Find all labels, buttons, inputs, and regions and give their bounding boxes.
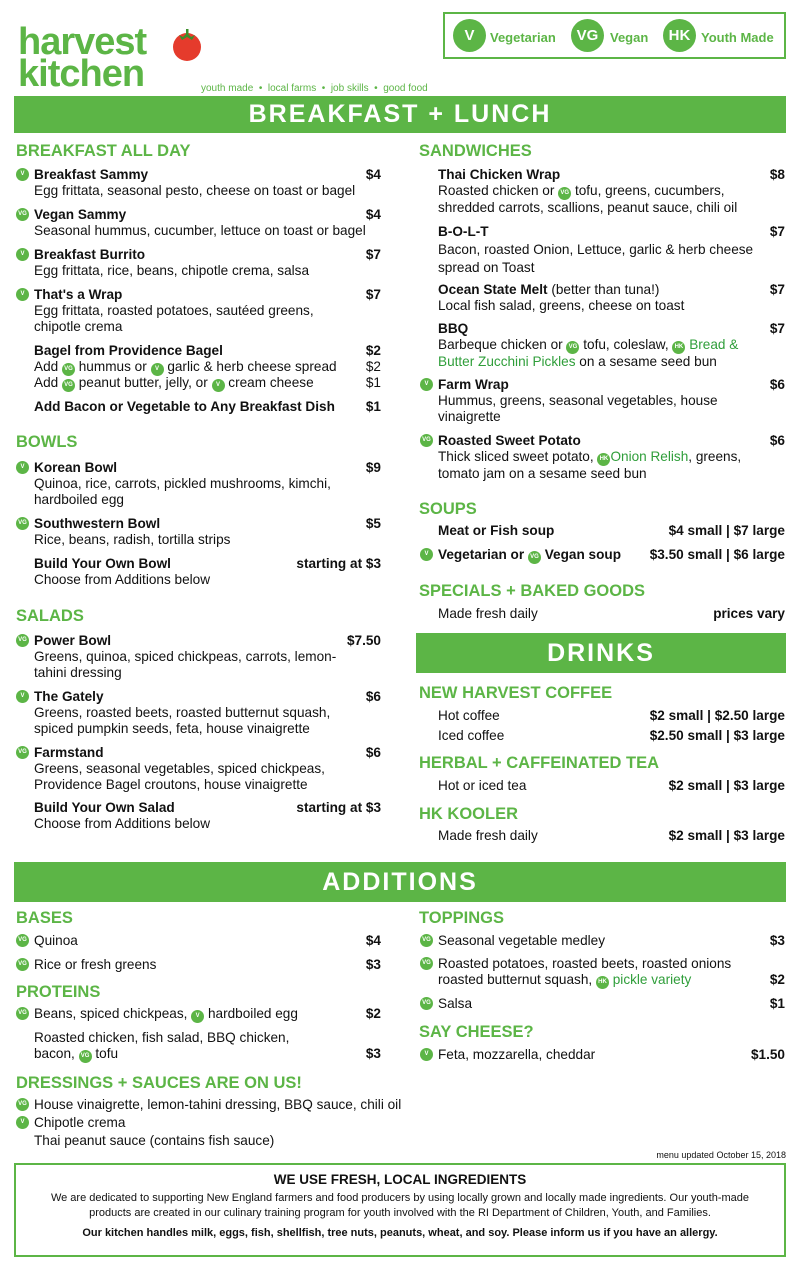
menu-item — [420, 606, 785, 622]
item-name: Iced coffee — [438, 728, 505, 743]
item-price: $3.50 small | $6 large — [649, 547, 785, 562]
item-name: Salsa — [438, 996, 473, 1011]
toppings-heading: TOPPINGS — [419, 909, 504, 927]
item-name: Made fresh daily — [438, 828, 538, 843]
drinks-bar: DRINKS — [416, 633, 786, 673]
item-price: $2 small | $2.50 large — [649, 708, 785, 723]
list-item — [16, 1115, 436, 1131]
item-name: roasted butternut squash, — [438, 972, 593, 987]
proteins-heading: PROTEINS — [16, 983, 101, 1001]
item-desc: Choose from Additions below — [34, 816, 211, 831]
legend-vegan: Vegan — [610, 30, 649, 45]
item-price: $6 — [769, 433, 785, 448]
menu-item — [420, 433, 785, 482]
kooler-heading: HK KOOLER — [419, 805, 518, 823]
item-name: BBQ — [438, 321, 469, 336]
vegetarian-icon: V — [212, 379, 225, 392]
item-note: (better than tuna!) — [547, 282, 660, 297]
item-desc: Quinoa, rice, carrots, pickled mushrooms, kimchi, — [34, 476, 331, 491]
menu-item — [420, 828, 785, 844]
item-desc: Egg frittata, seasonal pesto, cheese on toast or bagel — [34, 183, 356, 198]
vegetarian-icon: V — [151, 363, 164, 376]
menu-item — [16, 689, 381, 737]
vegetarian-icon: V — [420, 1048, 433, 1061]
coffee-heading: NEW HARVEST COFFEE — [419, 684, 613, 702]
item-name: House vinaigrette, lemon-tahini dressing, BBQ sauce, chili oil — [34, 1097, 402, 1112]
youth-made-icon: HK — [597, 453, 610, 466]
item-desc: spread on Toast — [438, 260, 535, 275]
item-price: $4 — [365, 933, 381, 948]
item-desc: Made fresh daily — [438, 606, 538, 621]
vegetarian-icon: V — [16, 1116, 29, 1129]
vegan-icon: VG — [62, 379, 75, 392]
item-desc: Bacon, roasted Onion, Lettuce, garlic & herb cheese — [438, 242, 754, 257]
item-price: $7 — [769, 224, 785, 239]
vegetarian-icon: V — [16, 690, 29, 703]
legend-youth-made: Youth Made — [701, 30, 774, 45]
list-item — [16, 1097, 436, 1113]
vegan-icon: VG — [566, 341, 579, 354]
item-desc: Onion Relish — [610, 449, 689, 464]
item-name: pickle variety — [612, 972, 692, 987]
vegetarian-icon: V — [16, 168, 29, 181]
item-price: $2.50 small | $3 large — [649, 728, 785, 743]
vegan-icon: VG — [16, 208, 29, 221]
item-name: B-O-L-T — [438, 224, 489, 239]
vegan-icon: VG — [16, 1007, 29, 1020]
menu-item — [16, 516, 381, 548]
item-price: $7 — [365, 287, 381, 302]
item-desc: Rice, beans, radish, tortilla strips — [34, 532, 231, 547]
menu-item — [16, 633, 381, 681]
item-price: $3 — [365, 957, 381, 972]
menu-item — [420, 778, 785, 794]
item-desc: Seasonal hummus, cucumber, lettuce on toast or bagel — [34, 223, 366, 238]
item-name: Southwestern Bowl — [34, 516, 161, 531]
menu-item — [420, 708, 785, 724]
item-name: Build Your Own Bowl — [34, 556, 171, 571]
item-desc: vinaigrette — [438, 409, 501, 424]
vegetarian-icon: V — [16, 461, 29, 474]
vegan-icon: VG — [420, 957, 433, 970]
vegan-icon: VG — [16, 746, 29, 759]
menu-item — [420, 547, 785, 564]
item-price: $4 small | $7 large — [668, 523, 785, 538]
item-price: $6 — [365, 689, 381, 704]
item-name: Feta, mozzarella, cheddar — [438, 1047, 596, 1062]
addon-text: hummus or — [78, 359, 147, 374]
item-name: Thai peanut sauce (contains fish sauce) — [34, 1133, 275, 1148]
vegan-icon: VG — [558, 187, 571, 200]
vegetarian-icon: V — [420, 548, 433, 561]
item-desc: tomato jam on a sesame seed bun — [438, 466, 647, 481]
item-price: $7 — [769, 321, 785, 336]
vegan-icon: VG — [79, 1050, 92, 1063]
item-desc: tahini dressing — [34, 665, 122, 680]
item-name: That's a Wrap — [34, 287, 123, 302]
item-price: prices vary — [713, 606, 785, 621]
soups-heading: SOUPS — [419, 500, 477, 518]
item-price: $2 small | $3 large — [668, 778, 785, 793]
menu-item — [420, 321, 785, 370]
item-price: $7.50 — [346, 633, 381, 648]
vegetarian-icon: V — [191, 1010, 204, 1023]
item-name: Beans, spiced chickpeas, — [34, 1006, 188, 1021]
item-name: Breakfast Sammy — [34, 167, 149, 182]
item-price: $2 — [365, 343, 381, 358]
legend-vegetarian: Vegetarian — [490, 30, 556, 45]
item-price: $1 — [365, 375, 381, 390]
item-name: Build Your Own Salad — [34, 800, 175, 815]
item-desc: Choose from Additions below — [34, 572, 211, 587]
item-price: $9 — [365, 460, 381, 475]
menu-item — [420, 523, 785, 539]
vegetarian-badge-icon: V — [453, 19, 486, 52]
menu-item — [16, 167, 381, 199]
vegan-icon: VG — [420, 934, 433, 947]
item-price: $4 — [365, 207, 381, 222]
item-desc: Roasted chicken or — [438, 183, 555, 198]
menu-item — [16, 247, 381, 279]
item-price: $3 — [769, 933, 785, 948]
menu-item — [420, 933, 785, 949]
item-price: $6 — [769, 377, 785, 392]
item-desc: on a sesame seed bun — [575, 354, 717, 369]
item-price: $7 — [769, 282, 785, 297]
menu-item — [16, 287, 381, 335]
item-name: Power Bowl — [34, 633, 112, 648]
youth-made-icon: HK — [596, 976, 609, 989]
item-price: $6 — [365, 745, 381, 760]
additions-bar: ADDITIONS — [14, 862, 786, 902]
item-price: $1 — [365, 399, 381, 414]
youth-made-icon: HK — [672, 341, 685, 354]
menu-item — [420, 282, 785, 314]
item-price: $2 — [769, 972, 785, 987]
list-item — [16, 1133, 436, 1149]
item-name: Farmstand — [34, 745, 104, 760]
item-desc: Thick sliced sweet potato, — [438, 449, 594, 464]
vegetarian-icon: V — [420, 378, 433, 391]
vegan-icon: VG — [528, 551, 541, 564]
legend — [443, 12, 786, 59]
allergy-notice: Our kitchen handles milk, eggs, fish, shellfish, tree nuts, peanuts, wheat, and soy. Please inform us if you have an allergy. — [82, 1227, 718, 1239]
footer-paragraph-1: We are dedicated to supporting New England farmers and food producers by using locally grown and locally made ingredients. Our youth-made — [50, 1192, 750, 1204]
menu-item — [16, 343, 381, 359]
vegan-icon: VG — [16, 1098, 29, 1111]
menu-item — [16, 933, 381, 949]
item-price: $2 small | $3 large — [668, 828, 785, 843]
item-name: Vegan Sammy — [34, 207, 127, 222]
vegan-icon: VG — [16, 958, 29, 971]
bowls-heading: BOWLS — [16, 433, 78, 451]
item-name: tofu — [95, 1046, 119, 1061]
addon-text: peanut butter, jelly, or — [78, 375, 208, 390]
item-name: Thai Chicken Wrap — [438, 167, 561, 182]
addon-text: Add — [34, 359, 59, 374]
addon-text: garlic & herb cheese spread — [167, 359, 337, 374]
vegan-icon: VG — [420, 997, 433, 1010]
item-name: Hot or iced tea — [438, 778, 527, 793]
item-price: $2 — [365, 1006, 381, 1021]
vegan-icon: VG — [16, 934, 29, 947]
item-name: Rice or fresh greens — [34, 957, 157, 972]
item-desc: spiced pumpkin seeds, feta, house vinaigrette — [34, 721, 310, 736]
footer-title: WE USE FRESH, LOCAL INGREDIENTS — [273, 1172, 527, 1187]
item-desc: Providence Bagel croutons, house vinaigrette — [34, 777, 308, 792]
item-desc: shredded carrots, scallions, peanut sauce, chili oil — [438, 200, 738, 215]
addon-text: Add — [34, 375, 59, 390]
vegetarian-icon: V — [16, 248, 29, 261]
tea-heading: HERBAL + CAFFEINATED TEA — [419, 754, 660, 772]
salads-heading: SALADS — [16, 607, 84, 625]
logo-kitchen: kitchen — [18, 53, 145, 95]
logo-harvest: harvest — [18, 21, 147, 63]
item-desc: tofu, coleslaw, — [583, 337, 669, 352]
vegetarian-icon: V — [16, 288, 29, 301]
menu-item — [420, 728, 785, 744]
bases-heading: BASES — [16, 909, 73, 927]
menu-item — [420, 996, 785, 1012]
item-name: Ocean State Melt — [438, 282, 548, 297]
item-price: $2 — [365, 359, 381, 374]
menu-item — [16, 957, 381, 973]
item-desc: Hummus, greens, seasonal vegetables, house — [438, 393, 718, 408]
item-name: Breakfast Burrito — [34, 247, 146, 262]
item-desc: Egg frittata, roasted potatoes, sautéed greens, — [34, 303, 314, 318]
item-price: $4 — [365, 167, 381, 182]
addon-text: cream cheese — [228, 375, 314, 390]
item-desc: tofu, greens, cucumbers, — [574, 183, 725, 198]
item-desc: Butter Zucchini Pickles — [438, 354, 576, 369]
vegan-icon: VG — [420, 434, 433, 447]
item-price: $7 — [365, 247, 381, 262]
item-name: Chipotle crema — [34, 1115, 126, 1130]
vegan-icon: VG — [16, 517, 29, 530]
vegan-icon: VG — [62, 363, 75, 376]
tomato-icon — [170, 28, 204, 62]
dressings-heading: DRESSINGS + SAUCES ARE ON US! — [16, 1074, 302, 1092]
item-price: $3 — [365, 1046, 381, 1061]
item-price: $1.50 — [750, 1047, 785, 1062]
item-price: starting at $3 — [296, 800, 381, 815]
item-desc: hardboiled egg — [34, 492, 124, 507]
sandwiches-heading: SANDWICHES — [419, 142, 532, 160]
menu-item — [16, 1030, 381, 1063]
menu-item — [16, 460, 381, 508]
vegan-icon: VG — [16, 634, 29, 647]
menu-item — [420, 167, 785, 216]
item-name: Bagel from Providence Bagel — [34, 343, 223, 358]
item-price: starting at $3 — [296, 556, 381, 571]
item-name: Farm Wrap — [438, 377, 509, 392]
footer-paragraph-2: products are created in our culinary training program for youth involved with the RI Department of Children, Youth, and Families. — [89, 1207, 711, 1219]
item-price: $8 — [769, 167, 785, 182]
item-price: $5 — [365, 516, 381, 531]
item-name: Roasted chicken, fish salad, BBQ chicken, — [34, 1030, 290, 1045]
bagel-addon-2 — [16, 375, 381, 392]
item-desc: Greens, roasted beets, roasted butternut squash, — [34, 705, 331, 720]
item-name: Add Bacon or Vegetable to Any Breakfast Dish — [34, 399, 335, 414]
menu-updated: menu updated October 15, 2018 — [656, 1150, 786, 1160]
item-name: Roasted Sweet Potato — [438, 433, 581, 448]
menu-item — [16, 745, 381, 793]
breakfast-lunch-bar: BREAKFAST + LUNCH — [14, 96, 786, 133]
vegan-badge-icon: VG — [571, 19, 604, 52]
item-desc: Egg frittata, rice, beans, chipotle crema, salsa — [34, 263, 310, 278]
item-name: Hot coffee — [438, 708, 500, 723]
item-name: Vegan soup — [544, 547, 621, 562]
menu-item — [420, 224, 785, 276]
breakfast-heading: BREAKFAST ALL DAY — [16, 142, 191, 160]
menu-item — [16, 1006, 381, 1023]
menu-item — [420, 377, 785, 425]
item-desc: Greens, seasonal vegetables, spiced chickpeas, — [34, 761, 325, 776]
menu-item — [16, 399, 381, 415]
menu-item — [16, 800, 381, 832]
youth-made-badge-icon: HK — [663, 19, 696, 52]
item-name: Meat or Fish soup — [438, 523, 555, 538]
specials-heading: SPECIALS + BAKED GOODS — [419, 582, 645, 600]
item-name: hardboiled egg — [207, 1006, 298, 1021]
item-desc: Greens, quinoa, spiced chickpeas, carrots, lemon- — [34, 649, 337, 664]
item-name: Korean Bowl — [34, 460, 118, 475]
menu-item — [16, 556, 381, 588]
item-desc: , greens, — [688, 449, 742, 464]
menu-item — [420, 1047, 785, 1063]
item-name: The Gately — [34, 689, 104, 704]
item-name: Seasonal vegetable medley — [438, 933, 606, 948]
cheese-heading: SAY CHEESE? — [419, 1023, 534, 1041]
item-desc: chipotle crema — [34, 319, 123, 334]
item-desc: Bread & — [689, 337, 739, 352]
tagline: youth made • local farms • job skills • good food — [201, 83, 428, 94]
footer-box — [14, 1163, 786, 1257]
item-price: $1 — [769, 996, 785, 1011]
menu-item — [16, 207, 381, 239]
item-name: Vegetarian or — [438, 547, 525, 562]
item-name: Roasted potatoes, roasted beets, roasted onions — [438, 956, 732, 971]
item-name: Quinoa — [34, 933, 78, 948]
bagel-addon-1 — [16, 359, 381, 376]
item-name: bacon, — [34, 1046, 75, 1061]
menu-item — [420, 956, 785, 989]
item-desc: Local fish salad, greens, cheese on toast — [438, 298, 685, 313]
item-desc: Barbeque chicken or — [438, 337, 563, 352]
